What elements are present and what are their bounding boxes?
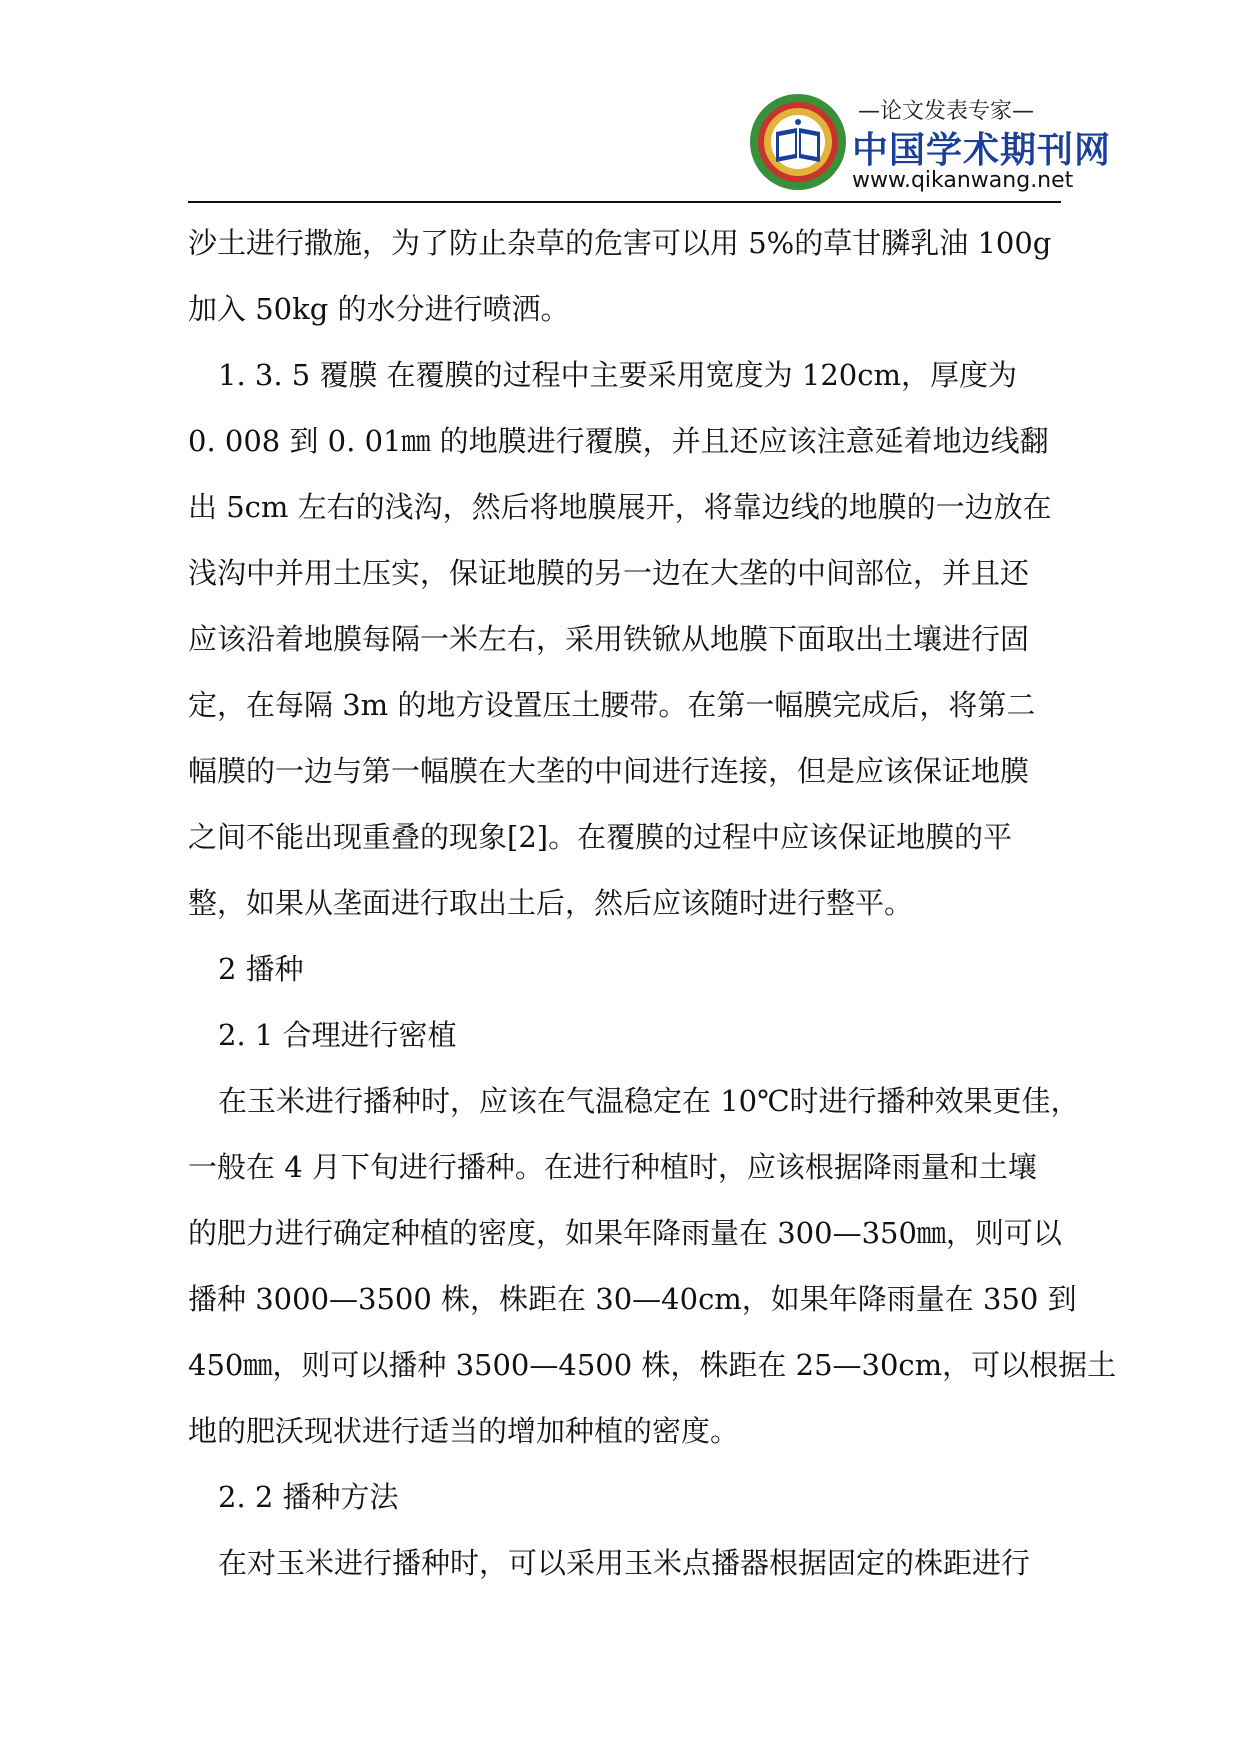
body-line: 地的肥沃现状进行适当的增加种植的密度。 bbox=[188, 1414, 740, 1448]
body-line: 0. 008 到 0. 01㎜ 的地膜进行覆膜，并且还应该注意延着地边线翻 bbox=[188, 424, 1049, 458]
logo-slogan: —论文发表专家— bbox=[858, 99, 1035, 124]
body-line: 浅沟中并用土压实，保证地膜的另一边在大垄的中间部位，并且还 bbox=[188, 556, 1030, 590]
logo-url: www.qikanwang.net bbox=[852, 168, 1074, 193]
subsection-heading: 2. 1 合理进行密植 bbox=[218, 1018, 457, 1052]
body-line: 加入 50kg 的水分进行喷洒。 bbox=[188, 292, 570, 326]
body-line: 定，在每隔 3m 的地方设置压土腰带。在第一幅膜完成后，将第二 bbox=[188, 688, 1036, 722]
body-line: 整，如果从垄面进行取出土后，然后应该随时进行整平。 bbox=[188, 886, 914, 920]
document-body bbox=[188, 210, 1117, 1596]
header-divider bbox=[188, 201, 1061, 203]
section-heading: 2 播种 bbox=[218, 952, 304, 986]
subsection-heading: 2. 2 播种方法 bbox=[218, 1480, 399, 1514]
body-line: 出 5cm 左右的浅沟，然后将地膜展开，将靠边线的地膜的一边放在 bbox=[188, 490, 1052, 524]
logo-site-name: 中国学术期刊网 bbox=[852, 130, 1112, 171]
body-line: 的肥力进行确定种植的密度，如果年降雨量在 300—350㎜，则可以 bbox=[188, 1216, 1062, 1250]
paragraph-first-line: 在玉米进行播种时，应该在气温稳定在 10℃时进行播种效果更佳， bbox=[218, 1084, 1080, 1118]
body-line: 沙土进行撒施，为了防止杂草的危害可以用 5%的草甘膦乳油 100g bbox=[188, 226, 1052, 260]
body-line: 450㎜，则可以播种 3500—4500 株，株距在 25—30cm，可以根据土 bbox=[188, 1348, 1117, 1382]
body-line: 播种 3000—3500 株，株距在 30—40cm，如果年降雨量在 350 到 bbox=[188, 1282, 1077, 1316]
body-line: 一般在 4 月下旬进行播种。在进行种植时，应该根据降雨量和土壤 bbox=[188, 1150, 1037, 1184]
section-heading-line: 1. 3. 5 覆膜 在覆膜的过程中主要采用宽度为 120cm，厚度为 bbox=[218, 358, 1017, 392]
paragraph-first-line: 在对玉米进行播种时，可以采用玉米点播器根据固定的株距进行 bbox=[218, 1546, 1031, 1580]
page-header bbox=[740, 88, 1112, 198]
body-line: 之间不能出现重叠的现象[2]。在覆膜的过程中应该保证地膜的平 bbox=[188, 820, 1013, 854]
journal-emblem-icon bbox=[748, 92, 848, 192]
body-line: 幅膜的一边与第一幅膜在大垄的中间进行连接，但是应该保证地膜 bbox=[188, 754, 1030, 788]
body-line: 应该沿着地膜每隔一米左右，采用铁锨从地膜下面取出土壤进行固 bbox=[188, 622, 1030, 656]
